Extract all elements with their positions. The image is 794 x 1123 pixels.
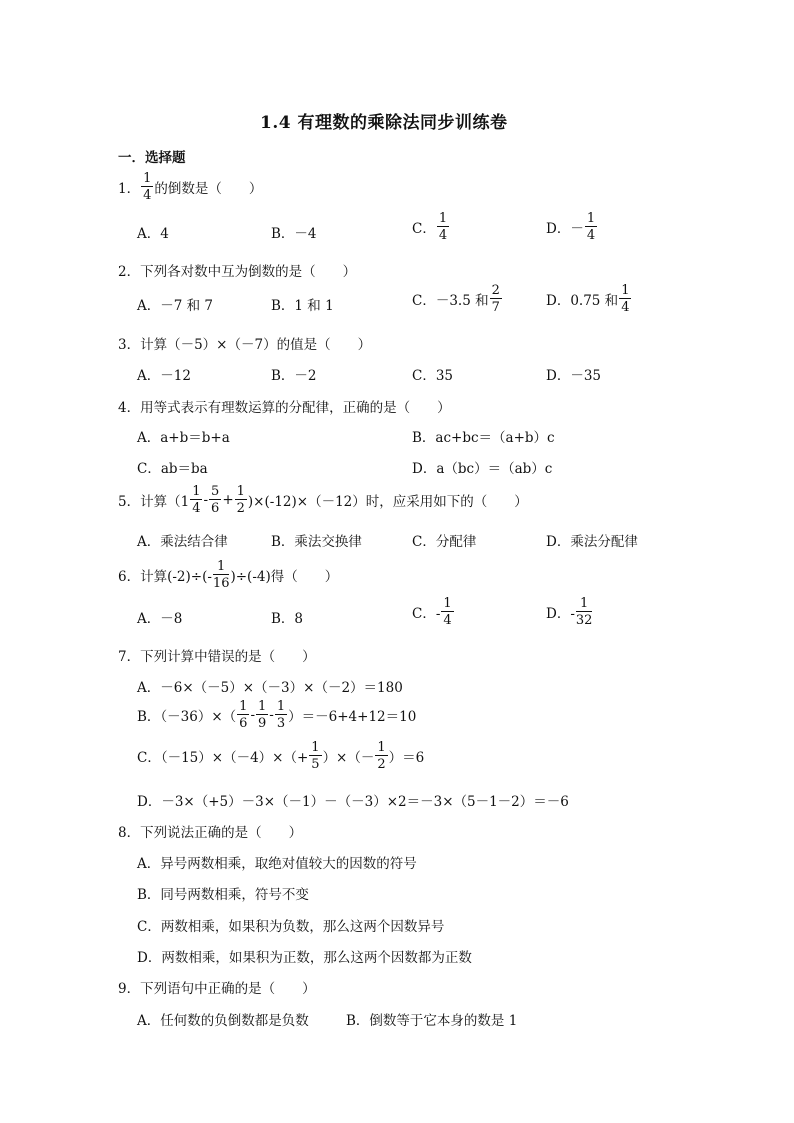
denominator: 4	[443, 613, 452, 628]
question-text-pre: 6．计算(-2)÷(-	[118, 569, 212, 585]
numerator: 1	[443, 596, 452, 611]
option-text-mid: ）×（－	[322, 750, 375, 766]
q5-option-a: A．乘法结合律	[137, 534, 228, 550]
fraction	[441, 597, 453, 627]
q1-option-c	[412, 212, 450, 242]
numerator: 1	[143, 171, 152, 186]
q4-option-d: D．a（bc）＝（ab）c	[412, 461, 553, 477]
numerator: 1	[438, 211, 448, 226]
q8-option-b: B．同号两数相乘，符号不变	[137, 887, 309, 903]
q9-option-a: A．任何数的负倒数都是负数	[137, 1013, 309, 1029]
q3-option-d: D．－35	[546, 368, 602, 384]
fraction	[619, 284, 631, 314]
question-7: 7．下列计算中错误的是（ ）	[118, 649, 316, 665]
denominator: 6	[239, 716, 248, 731]
q2-option-c	[412, 284, 503, 314]
question-9: 9．下列语句中正确的是（ ）	[118, 981, 316, 997]
minus-sign: -	[203, 492, 209, 508]
denominator: 4	[438, 228, 448, 243]
q3-option-c: C．35	[412, 368, 454, 384]
question-3: 3．计算（－5）×（－7）的值是（ ）	[118, 337, 372, 353]
q6-option-a: A．－8	[137, 611, 183, 627]
question-4: 4．用等式表示有理数运算的分配律，正确的是（ ）	[118, 400, 451, 416]
denominator: 6	[211, 501, 220, 516]
question-8: 8．下列说法正确的是（ ）	[118, 825, 303, 841]
numerator: 1	[311, 740, 320, 755]
numerator: 1	[586, 211, 596, 226]
q5-option-b: B．乘法交换律	[271, 534, 362, 550]
fraction	[235, 485, 247, 515]
denominator: 4	[192, 501, 201, 516]
numerator: 1	[213, 560, 230, 575]
plus-sign: +	[222, 492, 234, 508]
denominator: 16	[212, 576, 230, 591]
q7-option-c	[137, 741, 424, 771]
numerator: 1	[258, 699, 267, 714]
q7-option-a: A．－6×（－5）×（－3）×（－2）＝180	[137, 680, 403, 696]
section-heading: 一．选择题	[118, 150, 186, 166]
denominator: 32	[575, 613, 593, 628]
fraction	[490, 284, 502, 314]
option-text-post: ）＝－6+4+12＝10	[288, 709, 417, 725]
question-5	[118, 485, 528, 515]
q9-option-b: B．倒数等于它本身的数是 1	[346, 1013, 518, 1029]
denominator: 9	[258, 716, 267, 731]
q4-option-a: A．a+b＝b+a	[137, 430, 230, 446]
option-label: C．-	[412, 606, 441, 622]
option-text-pre: C．（－15）×（－4）×（+	[137, 750, 309, 766]
question-1	[118, 172, 262, 202]
numerator: 2	[491, 283, 500, 298]
q2-option-a: A．－7 和 7	[137, 298, 214, 314]
q5-option-d: D．乘法分配律	[546, 534, 638, 550]
question-2: 2．下列各对数中互为倒数的是（ ）	[118, 264, 357, 280]
q3-option-a: A．－12	[137, 368, 191, 384]
denominator: 7	[491, 300, 500, 315]
question-text-post: )×(-12)×（－12）时，应采用如下的（ ）	[247, 494, 528, 510]
denominator: 5	[311, 757, 320, 772]
q1-option-d	[546, 212, 598, 242]
fraction	[275, 700, 287, 730]
numerator: 5	[211, 484, 220, 499]
numerator: 1	[576, 597, 593, 612]
denominator: 2	[236, 501, 245, 516]
q7-option-b	[137, 700, 416, 730]
numerator: 1	[236, 484, 245, 499]
q6-option-d	[546, 597, 593, 627]
q1-option-a: A．4	[137, 226, 169, 242]
fraction	[585, 212, 597, 242]
numerator: 1	[239, 699, 248, 714]
fraction	[375, 741, 387, 771]
question-6	[118, 560, 338, 590]
numerator: 1	[276, 699, 286, 714]
numerator: 1	[192, 484, 201, 499]
q8-option-d: D．两数相乘，如果积为正数，那么这两个因数都为正数	[137, 950, 472, 966]
q1-option-b: B．－4	[271, 226, 317, 242]
q4-option-c: C．ab＝ba	[137, 461, 208, 477]
numerator: 1	[377, 740, 386, 755]
q6-option-b: B．8	[271, 611, 304, 627]
question-text-pre: 5．计算（1	[118, 494, 190, 510]
fraction	[437, 212, 449, 242]
fraction	[141, 172, 153, 202]
option-label: C．－3.5 和	[412, 293, 489, 309]
option-label: D．－	[546, 221, 584, 237]
q6-option-c	[412, 597, 455, 627]
fraction	[213, 560, 230, 590]
option-text-pre: B．（－36）×（	[137, 709, 237, 725]
fraction	[209, 485, 221, 515]
denominator: 4	[143, 188, 152, 203]
q5-option-c: C．分配律	[412, 534, 477, 550]
denominator: 2	[377, 757, 386, 772]
fraction	[576, 597, 593, 627]
denominator: 4	[586, 228, 596, 243]
option-text-post: ）＝6	[388, 750, 425, 766]
option-label: C．	[412, 221, 436, 237]
q4-option-b: B．ac+bc＝（a+b）c	[412, 430, 555, 446]
question-text: 的倒数是（ ）	[154, 181, 263, 197]
minus-sign: -	[250, 707, 256, 723]
page-title: 1.4 有理数的乘除法同步训练卷	[260, 113, 508, 133]
question-text-post: )÷(-4)得（ ）	[230, 569, 339, 585]
q3-option-b: B．－2	[271, 368, 317, 384]
denominator: 3	[276, 716, 286, 731]
option-label: D．0.75 和	[546, 293, 619, 309]
fraction	[256, 700, 268, 730]
numerator: 1	[621, 283, 630, 298]
fraction	[190, 485, 202, 515]
denominator: 4	[621, 300, 630, 315]
question-number: 1．	[118, 181, 141, 197]
minus-sign: -	[269, 707, 274, 723]
q2-option-d	[546, 284, 632, 314]
q8-option-c: C．两数相乘，如果积为负数，那么这两个因数异号	[137, 919, 445, 935]
q2-option-b: B．1 和 1	[271, 298, 334, 314]
option-label: D．-	[546, 606, 575, 622]
fraction	[237, 700, 249, 730]
q8-option-a: A．异号两数相乘，取绝对值较大的因数的符号	[137, 856, 417, 872]
fraction	[309, 741, 321, 771]
q7-option-d: D．－3×（+5）－3×（－1）－（－3）×2＝－3×（5－1－2）＝－6	[137, 794, 569, 810]
